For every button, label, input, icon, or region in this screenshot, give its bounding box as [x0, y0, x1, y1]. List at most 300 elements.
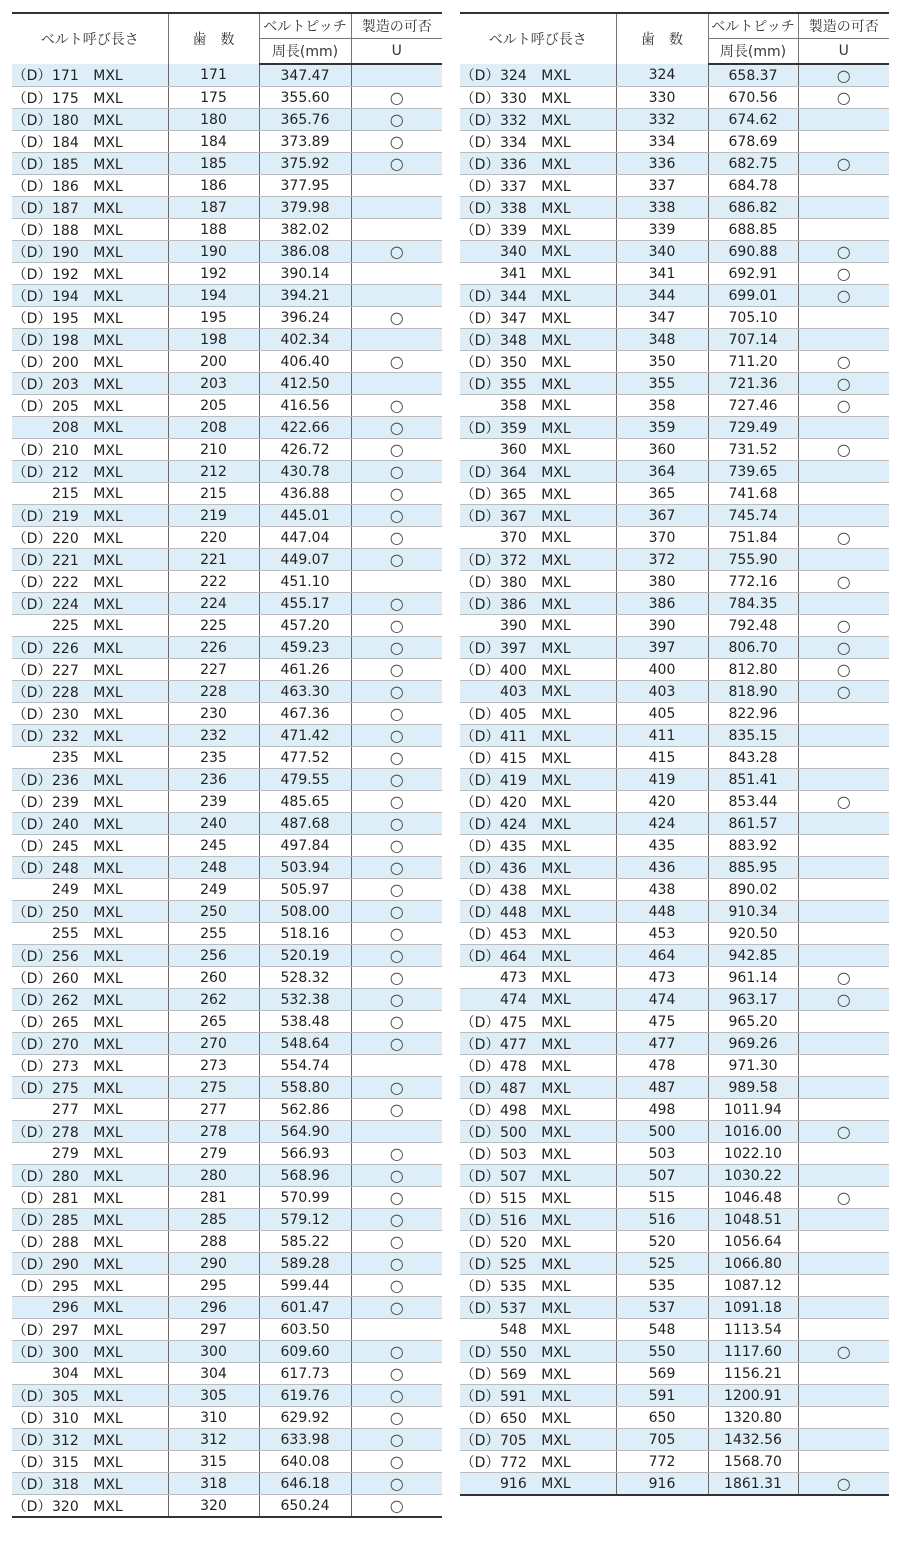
availability-cell: ○: [798, 1121, 889, 1143]
belt-name-cell: [12, 769, 168, 791]
availability-cell: ○: [351, 879, 442, 901]
belt-length-number: 256: [52, 948, 79, 965]
availability-cell: ○: [351, 461, 442, 483]
belt-length-number: 315: [52, 1454, 79, 1471]
belt-length-number: 180: [52, 112, 79, 129]
belt-pitch-suffix: MXL: [93, 640, 123, 657]
belt-length-number: 312: [52, 1432, 79, 1449]
availability-cell: ○: [351, 813, 442, 835]
belt-pitch-suffix: MXL: [541, 332, 571, 349]
belt-name-cell: [12, 549, 168, 571]
belt-name-cell: [12, 131, 168, 153]
belt-name-cell: [12, 1055, 168, 1077]
table-row: [460, 1451, 889, 1473]
d-type-marker: （D）: [12, 1190, 52, 1207]
teeth-cell: 650: [616, 1407, 708, 1429]
d-type-marker: （D）: [12, 794, 52, 811]
table-row: [12, 879, 442, 901]
pitch-length-cell: 963.17: [708, 989, 798, 1011]
teeth-cell: 340: [616, 241, 708, 263]
d-type-marker: （D）: [460, 596, 500, 613]
table-row: [12, 461, 442, 483]
belt-length-number: 477: [500, 1036, 527, 1053]
d-type-marker: （D）: [12, 970, 52, 987]
belt-name-cell: [12, 329, 168, 351]
belt-length-number: 705: [500, 1432, 527, 1449]
table-row: [12, 967, 442, 989]
belt-pitch-suffix: MXL: [541, 617, 571, 634]
table-row: [12, 1275, 442, 1297]
belt-length-number: 464: [500, 948, 527, 965]
availability-cell: [798, 1275, 889, 1297]
header-pitch-line1: ベルトピッチ: [708, 13, 798, 39]
pitch-length-cell: 568.96: [259, 1165, 351, 1187]
table-row: [460, 967, 889, 989]
belt-pitch-suffix: MXL: [541, 508, 571, 525]
availability-cell: [798, 945, 889, 967]
belt-length-number: 232: [52, 728, 79, 745]
availability-cell: ○: [351, 725, 442, 747]
belt-name-cell: [12, 175, 168, 197]
teeth-cell: 240: [168, 813, 259, 835]
table-row: [460, 64, 889, 87]
belt-pitch-suffix: MXL: [93, 772, 123, 789]
d-type-marker: （D）: [12, 662, 52, 679]
table-row: [12, 1121, 442, 1143]
d-type-marker: （D）: [12, 398, 52, 415]
availability-cell: ○: [351, 307, 442, 329]
availability-cell: [351, 285, 442, 307]
belt-name-cell: [460, 1099, 616, 1121]
belt-length-number: 386: [500, 596, 527, 613]
d-type-marker: （D）: [460, 1058, 500, 1075]
belt-pitch-suffix: MXL: [541, 926, 571, 943]
pitch-length-cell: 386.08: [259, 241, 351, 263]
availability-cell: ○: [351, 351, 442, 373]
d-type-marker: （D）: [12, 1256, 52, 1273]
teeth-cell: 310: [168, 1407, 259, 1429]
pitch-length-cell: 451.10: [259, 571, 351, 593]
belt-length-number: 650: [500, 1410, 527, 1427]
availability-cell: ○: [798, 571, 889, 593]
pitch-length-cell: 599.44: [259, 1275, 351, 1297]
belt-name-cell: [460, 439, 616, 461]
belt-name-cell: [12, 747, 168, 769]
belt-name-cell: [12, 241, 168, 263]
table-row: [12, 593, 442, 615]
belt-pitch-suffix: MXL: [541, 90, 571, 107]
belt-name-cell: [12, 1033, 168, 1055]
belt-name-cell: [12, 1473, 168, 1495]
belt-length-number: 337: [500, 178, 527, 195]
table-row: [460, 1341, 889, 1363]
belt-pitch-suffix: MXL: [541, 1234, 571, 1251]
availability-cell: ○: [351, 945, 442, 967]
belt-name-cell: [12, 923, 168, 945]
belt-name-cell: [460, 769, 616, 791]
belt-length-number: 367: [500, 508, 527, 525]
belt-name-cell: [12, 1275, 168, 1297]
belt-name-cell: [460, 461, 616, 483]
belt-pitch-suffix: MXL: [93, 1388, 123, 1405]
belt-name-cell: [460, 747, 616, 769]
belt-pitch-suffix: MXL: [541, 1432, 571, 1449]
belt-pitch-suffix: MXL: [93, 112, 123, 129]
belt-pitch-suffix: MXL: [541, 991, 571, 1008]
header-type-u: U: [798, 39, 889, 65]
teeth-cell: 507: [616, 1165, 708, 1187]
d-type-marker: （D）: [460, 156, 500, 173]
teeth-cell: 359: [616, 417, 708, 439]
belt-length-number: 186: [52, 178, 79, 195]
pitch-length-cell: 961.14: [708, 967, 798, 989]
availability-cell: ○: [798, 967, 889, 989]
belt-pitch-suffix: MXL: [93, 860, 123, 877]
belt-length-number: 360: [500, 441, 527, 458]
pitch-length-cell: 412.50: [259, 373, 351, 395]
belt-length-number: 296: [52, 1299, 79, 1316]
table-row: [460, 131, 889, 153]
pitch-length-cell: 603.50: [259, 1319, 351, 1341]
d-type-marker: （D）: [460, 1014, 500, 1031]
header-manufacture: 製造の可否: [798, 13, 889, 39]
d-type-marker: （D）: [460, 728, 500, 745]
pitch-length-cell: 806.70: [708, 637, 798, 659]
availability-cell: ○: [351, 1385, 442, 1407]
teeth-cell: 520: [616, 1231, 708, 1253]
teeth-cell: 415: [616, 747, 708, 769]
belt-length-number: 265: [52, 1014, 79, 1031]
availability-cell: [798, 1451, 889, 1473]
belt-name-cell: [460, 505, 616, 527]
pitch-length-cell: 459.23: [259, 637, 351, 659]
teeth-cell: 397: [616, 637, 708, 659]
teeth-cell: 171: [168, 64, 259, 87]
belt-pitch-suffix: MXL: [541, 816, 571, 833]
pitch-length-cell: 365.76: [259, 109, 351, 131]
pitch-length-cell: 479.55: [259, 769, 351, 791]
belt-name-cell: [12, 681, 168, 703]
availability-cell: ○: [798, 615, 889, 637]
pitch-length-cell: 1117.60: [708, 1341, 798, 1363]
belt-length-number: 228: [52, 684, 79, 701]
table-row: [12, 1451, 442, 1473]
belt-name-cell: [460, 197, 616, 219]
belt-pitch-suffix: MXL: [541, 1454, 571, 1471]
belt-name-cell: [12, 1121, 168, 1143]
pitch-length-cell: 505.97: [259, 879, 351, 901]
teeth-cell: 365: [616, 483, 708, 505]
availability-cell: ○: [351, 681, 442, 703]
teeth-cell: 403: [616, 681, 708, 703]
d-type-marker: （D）: [12, 508, 52, 525]
belt-name-cell: [12, 373, 168, 395]
availability-cell: ○: [351, 659, 442, 681]
belt-pitch-suffix: MXL: [93, 1454, 123, 1471]
pitch-length-cell: 558.80: [259, 1077, 351, 1099]
belt-pitch-suffix: MXL: [541, 574, 571, 591]
belt-pitch-suffix: MXL: [541, 464, 571, 481]
pitch-length-cell: 688.85: [708, 219, 798, 241]
header-teeth: 歯 数: [168, 13, 259, 64]
belt-length-number: 347: [500, 310, 527, 327]
teeth-cell: 290: [168, 1253, 259, 1275]
belt-length-number: 478: [500, 1058, 527, 1075]
pitch-length-cell: 971.30: [708, 1055, 798, 1077]
belt-length-number: 245: [52, 838, 79, 855]
table-row: [460, 1143, 889, 1165]
availability-cell: [798, 1165, 889, 1187]
d-type-marker: （D）: [12, 332, 52, 349]
availability-cell: ○: [351, 1011, 442, 1033]
teeth-cell: 185: [168, 153, 259, 175]
pitch-length-cell: 422.66: [259, 417, 351, 439]
belt-pitch-suffix: MXL: [541, 1256, 571, 1273]
belt-name-cell: [12, 615, 168, 637]
belt-length-number: 318: [52, 1476, 79, 1493]
table-row: [460, 1473, 889, 1496]
d-type-marker: （D）: [12, 574, 52, 591]
belt-pitch-suffix: MXL: [541, 1344, 571, 1361]
table-row: [460, 1187, 889, 1209]
belt-pitch-suffix: MXL: [93, 948, 123, 965]
belt-name-cell: [12, 395, 168, 417]
pitch-length-cell: 617.73: [259, 1363, 351, 1385]
belt-length-number: 255: [52, 925, 79, 942]
belt-name-cell: [12, 1385, 168, 1407]
table-row: [12, 615, 442, 637]
belt-length-number: 281: [52, 1190, 79, 1207]
belt-length-number: 515: [500, 1190, 527, 1207]
belt-length-number: 453: [500, 926, 527, 943]
pitch-length-cell: 670.56: [708, 87, 798, 109]
table-row: [12, 1429, 442, 1451]
availability-cell: ○: [351, 1473, 442, 1495]
d-type-marker: （D）: [460, 420, 500, 437]
d-type-marker: （D）: [460, 1278, 500, 1295]
availability-cell: [351, 571, 442, 593]
belt-name-cell: [460, 659, 616, 681]
d-type-marker: （D）: [460, 1300, 500, 1317]
pitch-length-cell: 508.00: [259, 901, 351, 923]
table-row: [12, 571, 442, 593]
belt-name-cell: [460, 1297, 616, 1319]
table-row: [12, 219, 442, 241]
pitch-length-cell: 751.84: [708, 527, 798, 549]
teeth-cell: 210: [168, 439, 259, 461]
teeth-cell: 477: [616, 1033, 708, 1055]
teeth-cell: 255: [168, 923, 259, 945]
belt-pitch-suffix: MXL: [93, 354, 123, 371]
belt-length-number: 227: [52, 662, 79, 679]
d-type-marker: （D）: [12, 1168, 52, 1185]
availability-cell: ○: [798, 1473, 889, 1496]
d-type-marker: （D）: [460, 1036, 500, 1053]
belt-length-number: 290: [52, 1256, 79, 1273]
d-type-marker: （D）: [460, 574, 500, 591]
table-row: [460, 1407, 889, 1429]
belt-name-cell: [12, 1077, 168, 1099]
belt-length-number: 390: [500, 617, 527, 634]
teeth-cell: 411: [616, 725, 708, 747]
belt-length-number: 184: [52, 134, 79, 151]
teeth-cell: 390: [616, 615, 708, 637]
belt-length-number: 222: [52, 574, 79, 591]
belt-length-number: 400: [500, 662, 527, 679]
table-row: [12, 945, 442, 967]
pitch-length-cell: 711.20: [708, 351, 798, 373]
teeth-cell: 190: [168, 241, 259, 263]
table-row: [12, 857, 442, 879]
pitch-length-cell: 528.32: [259, 967, 351, 989]
belt-pitch-suffix: MXL: [541, 1080, 571, 1097]
pitch-length-cell: 564.90: [259, 1121, 351, 1143]
teeth-cell: 256: [168, 945, 259, 967]
d-type-marker: （D）: [12, 1388, 52, 1405]
belt-name-cell: [12, 857, 168, 879]
table-row: [12, 153, 442, 175]
availability-cell: ○: [351, 87, 442, 109]
belt-length-number: 332: [500, 112, 527, 129]
belt-length-number: 350: [500, 354, 527, 371]
belt-pitch-suffix: MXL: [541, 728, 571, 745]
belt-name-cell: [460, 1253, 616, 1275]
belt-pitch-suffix: MXL: [541, 222, 571, 239]
belt-name-cell: [460, 725, 616, 747]
availability-cell: ○: [351, 241, 442, 263]
teeth-cell: 464: [616, 945, 708, 967]
pitch-length-cell: 447.04: [259, 527, 351, 549]
d-type-marker: （D）: [12, 1322, 52, 1339]
table-row: [12, 1297, 442, 1319]
table-row: [460, 681, 889, 703]
belt-length-number: 535: [500, 1278, 527, 1295]
belt-name-cell: [460, 1319, 616, 1341]
availability-cell: ○: [351, 1033, 442, 1055]
belt-name-cell: [460, 329, 616, 351]
belt-name-cell: [12, 593, 168, 615]
table-row: [460, 1385, 889, 1407]
belt-length-number: 260: [52, 970, 79, 987]
pitch-length-cell: 485.65: [259, 791, 351, 813]
belt-pitch-suffix: MXL: [541, 904, 571, 921]
pitch-length-cell: 1091.18: [708, 1297, 798, 1319]
belt-name-cell: [12, 219, 168, 241]
header-belt-name: ベルト呼び長さ: [12, 13, 168, 64]
belt-pitch-suffix: MXL: [93, 419, 123, 436]
belt-pitch-suffix: MXL: [541, 596, 571, 613]
belt-length-number: 420: [500, 794, 527, 811]
availability-cell: ○: [351, 593, 442, 615]
teeth-cell: 175: [168, 87, 259, 109]
table-row: [460, 1363, 889, 1385]
belt-length-number: 548: [500, 1321, 527, 1338]
teeth-cell: 262: [168, 989, 259, 1011]
teeth-cell: 277: [168, 1099, 259, 1121]
pitch-length-cell: 471.42: [259, 725, 351, 747]
belt-name-cell: [12, 1341, 168, 1363]
belt-pitch-suffix: MXL: [93, 1190, 123, 1207]
d-type-marker: （D）: [12, 1498, 52, 1515]
d-type-marker: （D）: [12, 1080, 52, 1097]
d-type-marker: （D）: [460, 640, 500, 657]
belt-name-cell: [12, 1011, 168, 1033]
belt-length-number: 520: [500, 1234, 527, 1251]
belt-name-cell: [460, 1077, 616, 1099]
table-row: [460, 659, 889, 681]
availability-cell: ○: [351, 923, 442, 945]
d-type-marker: （D）: [460, 354, 500, 371]
table-row: [460, 769, 889, 791]
belt-length-number: 235: [52, 749, 79, 766]
belt-length-number: 348: [500, 332, 527, 349]
teeth-cell: 224: [168, 593, 259, 615]
d-type-marker: （D）: [460, 838, 500, 855]
pitch-length-cell: 699.01: [708, 285, 798, 307]
availability-cell: ○: [798, 351, 889, 373]
teeth-cell: 250: [168, 901, 259, 923]
belt-name-cell: [12, 725, 168, 747]
pitch-length-cell: 861.57: [708, 813, 798, 835]
belt-pitch-suffix: MXL: [541, 310, 571, 327]
table-row: [12, 1473, 442, 1495]
table-row: [12, 263, 442, 285]
d-type-marker: （D）: [12, 464, 52, 481]
table-row: [12, 307, 442, 329]
d-type-marker: （D）: [460, 112, 500, 129]
table-row: [12, 1165, 442, 1187]
teeth-cell: 550: [616, 1341, 708, 1363]
table-row: [460, 109, 889, 131]
pitch-length-cell: 487.68: [259, 813, 351, 835]
teeth-cell: 232: [168, 725, 259, 747]
belt-length-number: 171: [52, 68, 79, 84]
teeth-cell: 203: [168, 373, 259, 395]
table-row: [460, 483, 889, 505]
teeth-cell: 386: [616, 593, 708, 615]
availability-cell: ○: [351, 989, 442, 1011]
belt-name-cell: [12, 505, 168, 527]
availability-cell: [798, 483, 889, 505]
d-type-marker: （D）: [460, 1410, 500, 1427]
belt-name-cell: [460, 285, 616, 307]
teeth-cell: 192: [168, 263, 259, 285]
table-row: [460, 263, 889, 285]
table-row: [460, 395, 889, 417]
table-row: [460, 571, 889, 593]
teeth-cell: 230: [168, 703, 259, 725]
d-type-marker: （D）: [460, 794, 500, 811]
d-type-marker: （D）: [12, 90, 52, 107]
pitch-length-cell: 609.60: [259, 1341, 351, 1363]
belt-pitch-suffix: MXL: [93, 925, 123, 942]
teeth-cell: 194: [168, 285, 259, 307]
table-row: [460, 791, 889, 813]
table-row: [12, 813, 442, 835]
d-type-marker: （D）: [12, 442, 52, 459]
belt-name-cell: [12, 1209, 168, 1231]
belt-length-number: 240: [52, 816, 79, 833]
teeth-cell: 288: [168, 1231, 259, 1253]
belt-length-number: 275: [52, 1080, 79, 1097]
pitch-length-cell: 601.47: [259, 1297, 351, 1319]
availability-cell: [798, 857, 889, 879]
pitch-length-cell: 455.17: [259, 593, 351, 615]
d-type-marker: （D）: [460, 1432, 500, 1449]
d-type-marker: （D）: [460, 926, 500, 943]
d-type-marker: （D）: [460, 200, 500, 217]
belt-pitch-suffix: MXL: [93, 288, 123, 305]
